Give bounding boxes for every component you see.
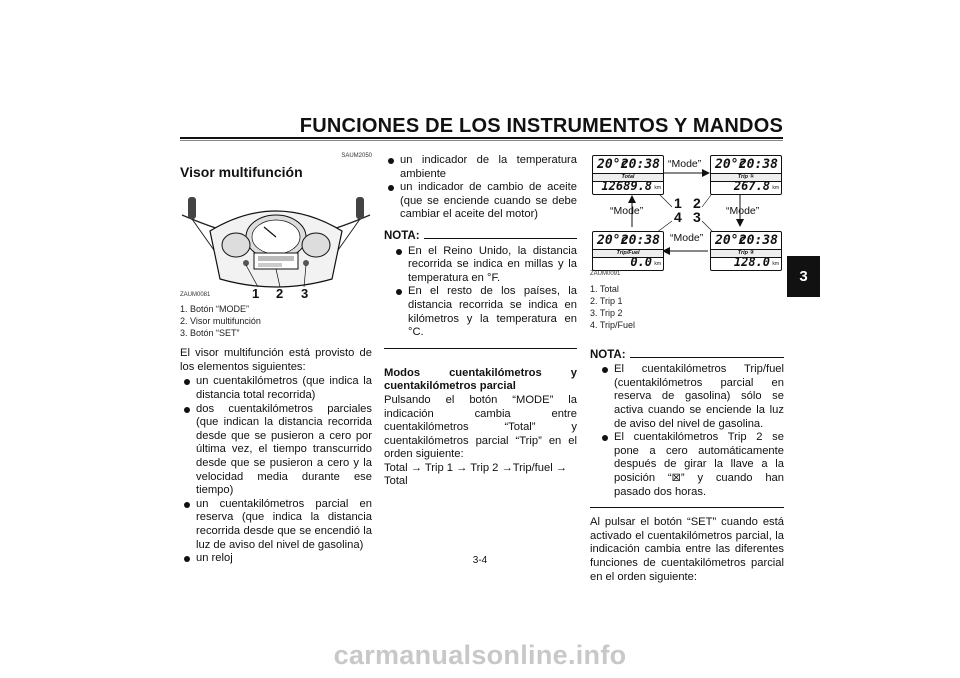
lcd-temperature: 20°c xyxy=(715,157,747,172)
caption-2: 2. Visor multifunción xyxy=(180,316,261,327)
lcd-mode-label: Trip ② xyxy=(711,249,781,258)
chapter-tab[interactable]: 3 xyxy=(787,256,820,297)
dashboard-figure xyxy=(180,183,372,301)
list-item: un cuentakilómetros parcial en reserva (que indica la distancia recorrida desde que se encendió la luz de aviso del nivel de gasolina) xyxy=(180,498,372,552)
lcd-trip-fuel xyxy=(592,231,664,271)
caption-2: 2. Trip 1 xyxy=(590,295,623,306)
header-rule xyxy=(180,137,783,139)
lcd-odometer: 12689.8 xyxy=(601,179,652,193)
set-paragraph: Al pulsar el botón “SET” cuando está activado el cuentakilómetros parcial, la indicación cambia entre las diferentes funciones de cuentakilómetros parcial en el orden siguiente: xyxy=(590,516,784,583)
mode-sequence: Total → Trip 1 → Trip 2 →Trip/fuel → Total xyxy=(384,461,567,488)
caption-3: 3. Trip 2 xyxy=(590,307,623,318)
nota-box xyxy=(384,230,577,349)
figure-code: ZAUM0081 xyxy=(180,292,211,299)
lcd-mode-label: Trip/Fuel xyxy=(593,249,663,258)
lcd-trip-2 xyxy=(710,231,782,271)
list-item: un indicador de cambio de aceite (que se enciende cuando se debe cambiar el aceite del motor) xyxy=(384,181,577,222)
column-1 xyxy=(180,150,372,566)
nota-heading: NOTA: xyxy=(590,349,784,363)
callout-3: 3 xyxy=(301,286,309,302)
mode-label-bottom: “Mode” xyxy=(670,232,704,244)
lcd-temperature: 20°c xyxy=(597,233,629,248)
header-rule-thin xyxy=(180,140,783,141)
callout-1: 1 xyxy=(252,286,260,302)
caption-4: 4. Trip/Fuel xyxy=(590,319,636,330)
column-2 xyxy=(384,154,577,489)
lcd-trip-1 xyxy=(710,155,782,195)
list-item: dos cuentakilómetros parciales (que indican la distancia recorrida desde que se pusieron a cero por última vez, el tiempo transcurrido desde que se pusieron a cero y la velocidad media durante ese tiempo) xyxy=(180,403,372,498)
diagram-number-3: 3 xyxy=(693,209,701,225)
lcd-temperature: 20°c xyxy=(715,233,747,248)
lcd-clock: 20:38 xyxy=(738,233,778,248)
mode-label-left: “Mode” xyxy=(610,205,644,217)
caption-1: 1. Total xyxy=(590,283,619,294)
list-item: un reloj xyxy=(180,552,372,566)
lcd-unit: km xyxy=(654,261,661,267)
lcd-odometer: 0.0 xyxy=(630,255,652,269)
lcd-unit: km xyxy=(772,261,779,267)
diagram-number-1: 1 xyxy=(674,195,682,211)
caption-3: 3. Botón “SET” xyxy=(180,328,240,339)
list-item: En el Reino Unido, la distancia recorrida se indica en millas y la temperatura en °F. xyxy=(392,245,577,286)
lcd-clock: 20:38 xyxy=(620,157,660,172)
diagram-number-4: 4 xyxy=(674,209,682,225)
nota-end-rule xyxy=(590,507,784,508)
column-3 xyxy=(590,268,784,584)
list-item: El cuentakilómetros Trip/fuel (cuentakilómetros parcial en reserva de gasolina) sólo se activa cuando se enciende la luz de aviso del nivel de gasolina. xyxy=(598,363,784,431)
page-header-title: FUNCIONES DE LOS INSTRUMENTOS Y MANDOS xyxy=(299,115,783,137)
figure-captions xyxy=(180,303,372,339)
diagram-number-2: 2 xyxy=(693,195,701,211)
nota-box xyxy=(590,349,784,509)
list-item: un cuentakilómetros (que indica la distancia total recorrida) xyxy=(180,375,372,402)
mode-paragraph: Pulsando el botón “MODE” la indicación cambia entre cuentakilómetros “Total” y cuentakilómetros parcial “Trip” en el orden siguiente: xyxy=(384,393,577,461)
section-heading: Visor multifunción xyxy=(180,163,303,180)
watermark: carmanualsonline.info xyxy=(333,640,627,670)
lcd-clock: 20:38 xyxy=(738,157,778,172)
lcd-odometer: 267.8 xyxy=(733,179,770,193)
mode-label-top: “Mode” xyxy=(668,158,702,170)
figure-code: ZAUM0091 xyxy=(590,271,621,277)
list-item: un indicador de la temperatura ambiente xyxy=(384,154,577,181)
nota-heading: NOTA: xyxy=(384,230,577,244)
list-item: El cuentakilómetros Trip 2 se pone a cero automáticamente después de girar la llave a la posición “⊠” y cuando han pasado dos horas. xyxy=(598,431,784,499)
lcd-total xyxy=(592,155,664,195)
intro-paragraph: El visor multifunción está provisto de los elementos siguientes: xyxy=(180,347,372,373)
caption-1: 1. Botón “MODE” xyxy=(180,304,250,315)
lcd-mode-label: Total xyxy=(593,173,663,182)
lcd-temperature: 20°c xyxy=(597,157,629,172)
lcd-unit: km xyxy=(772,185,779,191)
mode-label-right: “Mode” xyxy=(726,205,760,217)
lcd-odometer: 128.0 xyxy=(733,255,770,269)
mode-diagram xyxy=(590,155,784,273)
section-ref-code: SAUM2050 xyxy=(341,153,372,159)
subheading: Modos cuentakilómetros y cuentakilómetros parcial xyxy=(384,366,577,393)
page-number: 3-4 xyxy=(472,555,488,566)
list-item: En el resto de los países, la distancia recorrida se indica en kilómetros y la temperatura en °C. xyxy=(392,285,577,339)
lcd-clock: 20:38 xyxy=(620,233,660,248)
callout-2: 2 xyxy=(276,286,284,302)
diagram-captions xyxy=(590,283,784,331)
lcd-mode-label: Trip ① xyxy=(711,173,781,182)
dashboard-illustration xyxy=(180,183,372,301)
feature-list xyxy=(180,375,372,565)
lcd-unit: km xyxy=(654,185,661,191)
nota-end-rule xyxy=(384,348,577,349)
